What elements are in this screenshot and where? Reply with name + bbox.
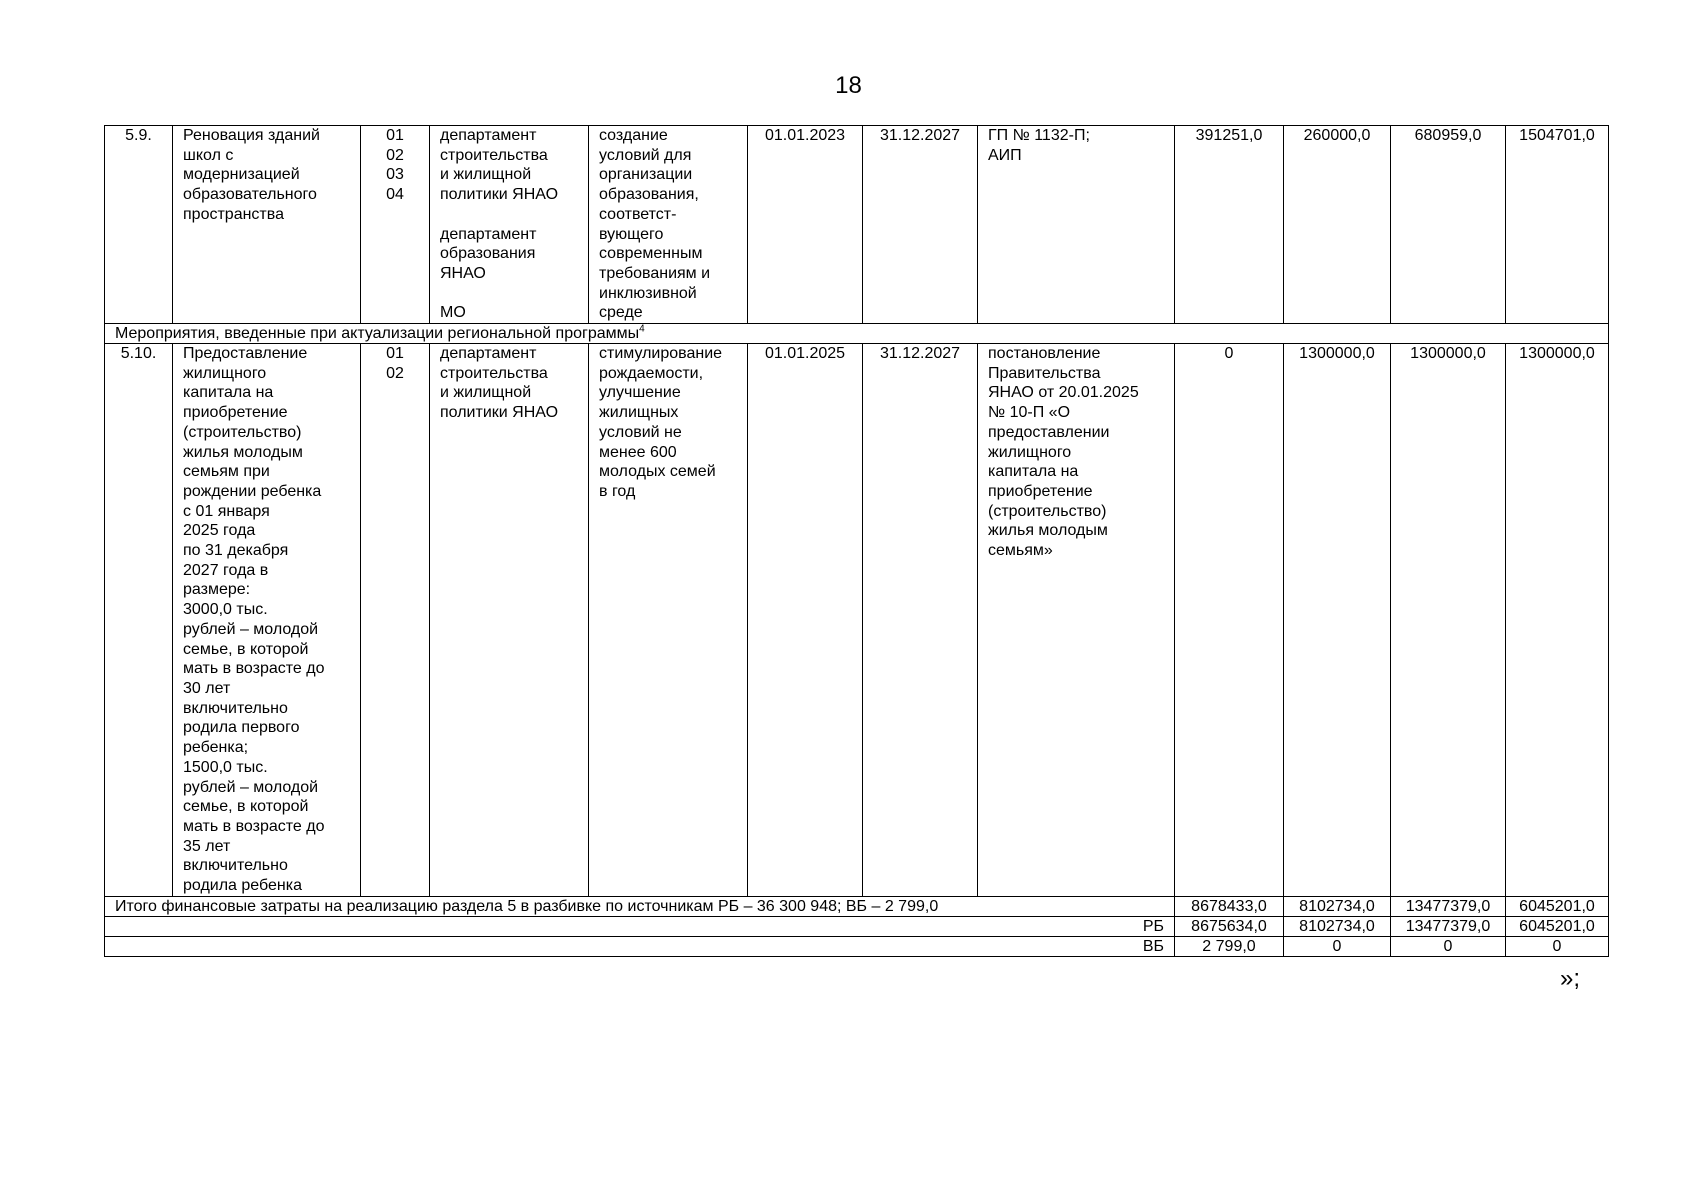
- start-date: 01.01.2023: [748, 126, 863, 324]
- end-date: 31.12.2027: [863, 344, 978, 897]
- row-number: 5.9.: [105, 126, 173, 324]
- legal-basis: постановление Правительства ЯНАО от 20.01.2025 № 10-П «О предоставлении жилищного капитала на приобретение (строительство) жилья молодым семьям»: [978, 344, 1175, 897]
- vb-value: 0: [1284, 937, 1391, 957]
- funding-value: 680959,0: [1391, 126, 1506, 324]
- total-row: [105, 897, 1609, 917]
- direction-codes: 01 02 03 04: [361, 126, 430, 324]
- program-table: [104, 125, 1609, 957]
- total-value: 8678433,0: [1175, 897, 1284, 917]
- funding-value: 1300000,0: [1284, 344, 1391, 897]
- measure-name: Реновация зданий школ с модернизацией образовательного пространства: [173, 126, 361, 324]
- start-date: 01.01.2025: [748, 344, 863, 897]
- measure-name: Предоставление жилищного капитала на приобретение (строительство) жилья молодым семьям при рождении ребенка с 01 января 2025 года по 31 декабря 2027 года в размере: 3000,0 тыс. рублей – молодой семье, в которой мать в возрасте до 30 лет включительно родила первого ребенка; 1500,0 тыс. рублей – молодой семье, в которой мать в возрасте до 35 лет включительно родила ребенка: [173, 344, 361, 897]
- funding-value: 1300000,0: [1391, 344, 1506, 897]
- vb-row: [105, 937, 1609, 957]
- vb-value: 0: [1391, 937, 1506, 957]
- row-number: 5.10.: [105, 344, 173, 897]
- rb-value: 8102734,0: [1284, 917, 1391, 937]
- vb-value: 2 799,0: [1175, 937, 1284, 957]
- rb-label: РБ: [105, 917, 1175, 937]
- end-date: 31.12.2027: [863, 126, 978, 324]
- page-number: 18: [835, 72, 862, 99]
- section-title-text: Мероприятия, введенные при актуализации региональной программы: [115, 325, 640, 343]
- executor: департамент строительства и жилищной политики ЯНАО: [430, 344, 589, 897]
- rb-value: 8675634,0: [1175, 917, 1284, 937]
- legal-basis: ГП № 1132-П; АИП: [978, 126, 1175, 324]
- funding-value: 1504701,0: [1506, 126, 1609, 324]
- direction-codes: 01 02: [361, 344, 430, 897]
- section-row: [105, 324, 1609, 344]
- funding-value: 391251,0: [1175, 126, 1284, 324]
- table-row: [105, 126, 1609, 324]
- executor: департамент строительства и жилищной политики ЯНАО департамент образования ЯНАО МО: [430, 126, 589, 324]
- expected-result: стимулирование рождаемости, улучшение жилищных условий не менее 600 молодых семей в год: [589, 344, 748, 897]
- rb-row: [105, 917, 1609, 937]
- funding-value: 0: [1175, 344, 1284, 897]
- expected-result: создание условий для организации образования, соответст- вующего современным требованиям и инклюзивной среде: [589, 126, 748, 324]
- rb-value: 6045201,0: [1506, 917, 1609, 937]
- section-title: [105, 324, 1609, 344]
- total-value: 8102734,0: [1284, 897, 1391, 917]
- footnote-mark: 4: [639, 323, 645, 335]
- funding-value: 1300000,0: [1506, 344, 1609, 897]
- vb-label: ВБ: [105, 937, 1175, 957]
- total-value: 6045201,0: [1506, 897, 1609, 917]
- closing-quote-mark: »;: [1560, 965, 1581, 992]
- vb-value: 0: [1506, 937, 1609, 957]
- total-label: Итого финансовые затраты на реализацию раздела 5 в разбивке по источникам РБ – 36 300 948; ВБ – 2 799,0: [105, 897, 1175, 917]
- total-value: 13477379,0: [1391, 897, 1506, 917]
- funding-value: 260000,0: [1284, 126, 1391, 324]
- rb-value: 13477379,0: [1391, 917, 1506, 937]
- table-row: [105, 344, 1609, 897]
